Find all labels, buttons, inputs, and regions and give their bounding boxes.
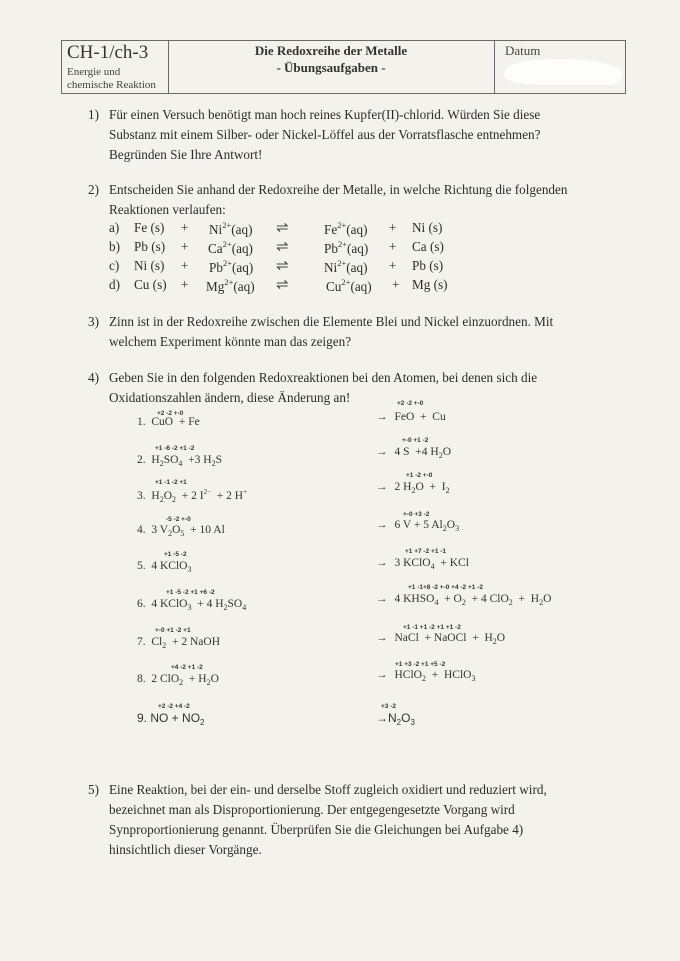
product-2: Ca (s) <box>412 239 444 254</box>
product-1: $Fe^{2+}(aq)$ <box>324 220 368 237</box>
task-number: 3) <box>88 314 99 329</box>
equilibrium-arrow-icon: ⇌ <box>276 277 287 293</box>
worksheet-subtitle: - Übungsaufgaben - <box>276 60 386 75</box>
equilibrium-arrow-icon: ⇌ <box>276 220 287 236</box>
task-text-line: hinsichtlich dieser Vorgänge. <box>109 842 262 857</box>
task-number: 5) <box>88 782 99 797</box>
oxidation-numbers-left: +1 -5 -2 +1 +6 -2 <box>166 589 215 596</box>
date-label: Datum <box>505 43 541 58</box>
equation-right: → 6 V + 5 $Al_2O_3$ <box>376 519 460 533</box>
product-1: $Ni^{2+}(aq)$ <box>324 258 368 275</box>
reactant-1: Cu (s) <box>134 277 167 292</box>
reaction-label: d) <box>109 277 120 292</box>
plus-sign: + <box>181 220 189 235</box>
product-1: $Pb^{2+}(aq)$ <box>324 239 369 256</box>
oxidation-numbers-right: +1 +3 -2 +1 +5 -2 <box>395 661 446 668</box>
reaction-label: c) <box>109 258 120 273</box>
task-text-line: Zinn ist in der Redoxreihe zwischen die Elemente Blei und Nickel einzuordnen. Mit <box>109 314 554 329</box>
plus-sign: + <box>389 220 397 235</box>
oxidation-numbers-right: +3 -2 <box>381 703 396 710</box>
task-text-line: Oxidationszahlen ändern, diese Änderung an! <box>109 390 351 405</box>
oxidation-numbers-right: +-0 +1 -2 <box>402 437 429 444</box>
plus-sign: + <box>389 239 397 254</box>
task-text-line: Entscheiden Sie anhand der Redoxreihe der Metalle, in welche Richtung die folgenden <box>109 182 568 197</box>
oxidation-numbers-left: +1 -6 -2 +1 -2 <box>155 445 195 452</box>
task-number: 2) <box>88 182 99 197</box>
reaction-arrow-icon: → <box>376 632 388 644</box>
oxidation-numbers-left: +-0 +1 -2 +1 <box>155 627 191 634</box>
reaction-label: a) <box>109 220 120 235</box>
task-text-line: Reaktionen verlaufen: <box>109 202 226 217</box>
oxidation-numbers-right: +1 -1 +1 -2 +1 +1 -2 <box>403 624 461 631</box>
oxidation-numbers-left: +2 -2 +4 -2 <box>158 703 190 710</box>
reactant-1: Ni (s) <box>134 258 165 273</box>
course-cell <box>62 41 169 93</box>
task-text-line: bezeichnet man als Disproportionierung. Der entgegengesetzte Vorgang wird <box>109 802 515 817</box>
equation-left: 3. $H_2O_2 + 2$ $I^{2-} + 2$ H+ <box>137 488 248 504</box>
task-text-line: Eine Reaktion, bei der ein- und derselbe Stoff zugleich oxidiert und reduziert wird, <box>109 782 547 797</box>
oxidation-numbers-left: +4 -2 +1 -2 <box>171 664 203 671</box>
equation-right: → HClO$_2$ + HClO$_3$ <box>376 669 476 683</box>
equation-left: 7. $Cl_2 + 2$ NaOH <box>137 636 221 650</box>
reactant-2: $Pb^{2+}(aq)$ <box>209 258 254 275</box>
equation-right: $\to N_2O_3$ <box>376 711 415 727</box>
equation-left: 4. 3 $V_2O_5 + 10$ Al <box>137 524 225 538</box>
oxidation-numbers-right: +2 -2 +-0 <box>397 400 424 407</box>
equation-right: → 4 $KHSO_4 + O_2 + 4$ $ClO_2 + H_2O$ <box>376 593 552 607</box>
equation-left: 1. CuO + Fe <box>137 416 200 428</box>
oxidation-numbers-left: +1 -1 -2 +1 <box>155 479 187 486</box>
course-code: CH-1/ch-3 <box>67 42 149 63</box>
plus-sign: + <box>392 277 400 292</box>
plus-sign: + <box>181 258 189 273</box>
product-2: Ni (s) <box>412 220 443 235</box>
product-1: $Cu^{2+}(aq)$ <box>326 277 372 294</box>
equation-right: → 4 S +4 $H_2O$ <box>376 446 451 460</box>
reaction-arrow-icon: → <box>376 481 388 493</box>
product-2: Pb (s) <box>412 258 444 273</box>
reactant-2: $Ni^{2+}(aq)$ <box>209 220 253 237</box>
equation-left: 9. NO + $NO_2$ <box>137 711 205 727</box>
task-text-line: Substanz mit einem Silber- oder Nickel-Löffel aus der Vorratsflasche entnehmen? <box>109 127 541 142</box>
task-text-line: Geben Sie in den folgenden Redoxreaktionen bei den Atomen, bei denen sich die <box>109 370 538 385</box>
reaction-arrow-icon: → <box>376 519 388 531</box>
reaction-arrow-icon: → <box>376 411 388 423</box>
oxidation-numbers-left: -5 -2 +-0 <box>166 516 191 523</box>
task-number: 4) <box>88 370 99 385</box>
equilibrium-arrow-icon: ⇌ <box>276 239 287 255</box>
plus-sign: + <box>181 239 189 254</box>
redaction-mark <box>500 59 627 85</box>
equation-left: 2. $H_2SO_4 +3$ $H_2S$ <box>137 454 222 468</box>
equation-left: 5. 4 KClO$_3$ <box>137 560 192 574</box>
product-2: Mg (s) <box>412 277 448 292</box>
reaction-arrow-icon: → <box>376 557 388 569</box>
task-text-line: welchem Experiment könnte man das zeigen? <box>109 334 352 349</box>
oxidation-numbers-left: +1 -5 -2 <box>164 551 187 558</box>
equation-left: 8. 2 $ClO_2 + H_2O$ <box>137 673 219 687</box>
worksheet-title: Die Redoxreihe der Metalle <box>254 43 408 58</box>
oxidation-numbers-right: +1 -2 +-0 <box>406 472 433 479</box>
oxidation-numbers-right: +1 +7 -2 +1 -1 <box>405 548 447 555</box>
subject-line-2: chemische Reaktion <box>67 79 156 91</box>
reactant-2: $Ca^{2+}(aq)$ <box>208 239 253 256</box>
date-cell <box>494 41 626 93</box>
reactant-1: Fe (s) <box>134 220 165 235</box>
equation-right: → NaCl + NaOCl + $H_2O$ <box>376 632 506 646</box>
equation-right: → FeO + Cu <box>376 411 446 423</box>
equation-left: 6. 4 KClO$_3$ + 4 $H_2SO_4$ <box>137 598 247 612</box>
reaction-arrow-icon: → <box>376 669 388 681</box>
reactant-1: Pb (s) <box>134 239 166 254</box>
oxidation-numbers-left: +2 -2 +-0 <box>157 410 184 417</box>
reaction-arrow-icon: → <box>376 446 388 458</box>
task-text-line: Für einen Versuch benötigt man hoch reines Kupfer(II)-chlorid. Würden Sie diese <box>109 107 541 122</box>
oxidation-numbers-right: +-0 +3 -2 <box>403 511 430 518</box>
reaction-arrow-icon: → <box>376 711 388 725</box>
task-text-line: Synproportionierung genannt. Überprüfen Sie die Gleichungen bei Aufgabe 4) <box>109 822 524 837</box>
equilibrium-arrow-icon: ⇌ <box>276 258 287 274</box>
reaction-arrow-icon: → <box>376 593 388 605</box>
reaction-label: b) <box>109 239 120 254</box>
equation-right: → 2 $H_2O + I_2$ <box>376 481 450 495</box>
subject-line-1: Energie und <box>67 66 121 78</box>
task-number: 1) <box>88 107 99 122</box>
plus-sign: + <box>389 258 397 273</box>
task-text-line: Begründen Sie Ihre Antwort! <box>109 147 263 162</box>
reactant-2: $Mg^{2+}(aq)$ <box>206 277 255 294</box>
equation-right: → 3 KClO$_4$ + KCl <box>376 557 469 571</box>
plus-sign: + <box>181 277 189 292</box>
worksheet-header <box>61 40 626 94</box>
oxidation-numbers-right: +1 -1+8 -2 +-0 +4 -2 +1 -2 <box>408 584 483 591</box>
